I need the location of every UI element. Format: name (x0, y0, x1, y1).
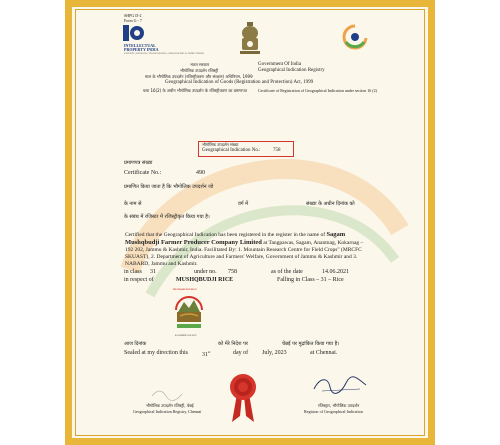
footer-left-hindi: भौगोलिक उपदर्शन रजिस्ट्री, चेन्नई (146, 403, 194, 408)
hindi-name-label: के नाम से (124, 201, 142, 207)
ipindia-logo-icon (123, 25, 145, 41)
sealed-day-label: day of (233, 350, 249, 356)
certification-paragraph (125, 231, 365, 268)
form-no: Form G - 7 (124, 18, 142, 23)
gi-hindi-label: भौगोलिक उपदर्शन संख्या (202, 142, 239, 147)
hindi-act: माल के भौगोलिक उपदर्शन (रजिस्ट्रीकरण और संरक्षण) अधिनियम, 1999 (145, 74, 253, 79)
ipindia-line1: INTELLECTUAL (124, 43, 156, 48)
national-emblem-icon (238, 20, 262, 58)
hindi-section: धारा 16(2) के अधीन भौगोलिक उपदर्शन के रजिस्ट्रीकरण का प्रमाणपत्र (143, 88, 247, 93)
footer-left-en: Geographical Indication Registry, Chennai (133, 409, 202, 414)
left-signature-stamp (150, 384, 190, 402)
class-label: in class (124, 269, 142, 275)
g20-logo-icon (340, 24, 370, 50)
company-name: Sagam Mushqbudji Farmer Producer Company Limited (125, 231, 346, 246)
certificate-hindi-label: प्रमाणपत्र संख्या (124, 160, 153, 166)
ipindia-line2: PROPERTY INDIA (124, 47, 159, 52)
gi-number-label: Geographical Indication No.: (202, 148, 261, 153)
registrar-signature (310, 375, 370, 397)
government-en: Government Of India (258, 62, 302, 67)
gi-number-value: 758 (273, 148, 281, 153)
respect-label: in respect of (124, 277, 154, 283)
form-code: SHPG D-2 (124, 13, 142, 18)
certificate-value: 490 (196, 170, 205, 176)
under-no-label: under no. (194, 269, 217, 275)
section-en: Certificate of Registration of Geographical Indication under section 16 (2) (258, 88, 377, 93)
hindi-today-label: आज दिनांक (124, 341, 147, 347)
falling-class: Falling in Class – 31 – Rice (277, 277, 344, 283)
sealed-lead: Sealed at my direction this (124, 350, 188, 356)
product-name: MUSHQBUDJI RICE (176, 277, 234, 283)
hindi-direction-label: को मेरे निदेश पर (218, 341, 248, 347)
mushqbudji-rice-logo-icon (172, 290, 206, 332)
hindi-register-line: के संबंध में रजिस्टर में रजिस्ट्रीकृत किया गया है। (124, 214, 210, 220)
sealed-month-year: July, 2023 (262, 350, 287, 356)
ipindia-tagline: PATENTS | DESIGNS | TRADE MARKS | GEOGRAPHICAL INDICATIONS (124, 52, 204, 55)
hindi-government: भारत सरकार (190, 62, 210, 67)
hindi-date-label: संख्या के अधीन दिनांक को (306, 201, 355, 207)
footer-right-hindi: रजिस्ट्रार, भौगोलिक उपदर्शन (318, 403, 360, 408)
paragraph-rest: at Tangpawas, Sagam, Anantnag, Kokarnag – 192 202, Jammu & Kashmir, India. Facilitated By: 1. Mountain Research Centre for Field Crops" (MRCFC SKUAST), 2. Department of Agriculture and Farmers' Welfare, Government of Jammu & Kashmir and 3. NABARD, Jammu and Kashmir. (125, 240, 364, 267)
under-no-value: 758 (228, 269, 237, 275)
date-label: as of the date (271, 269, 303, 275)
hindi-registry: भौगोलिक उपदर्शन रजिस्ट्री (180, 68, 219, 73)
wax-seal-icon (228, 372, 258, 424)
hindi-certified-line: प्रमाणित किया जाता है कि भौगोलिक उपदर्शन जो (124, 184, 214, 190)
registry-en: Geographical Indication Registry (258, 68, 325, 73)
footer-right-en: Registrar of Geographical Indication (304, 409, 363, 414)
sealed-at-chennai: at Chennai. (310, 350, 338, 356)
sealed-day-value: 31st (202, 350, 211, 358)
logo-top-text: MUSHQBUDJI RICE (173, 288, 197, 291)
date-value: 14.06.2021 (322, 269, 349, 275)
hindi-chennai-label: चेन्नई पर मुद्रांकित किया गया है। (282, 341, 340, 347)
act-en: Geographical Indication of Goods (Registration and Protection) Act, 1999 (165, 80, 314, 85)
paragraph-lead: Certified that the Geographical Indication has been registered in the register in the name of (125, 232, 326, 238)
certificate-label: Certificate No.: (124, 170, 162, 176)
class-value: 31 (150, 269, 156, 275)
logo-bottom-text: KASHMIR VALLEY (175, 334, 197, 337)
hindi-class-label: वर्ग में (238, 201, 249, 207)
